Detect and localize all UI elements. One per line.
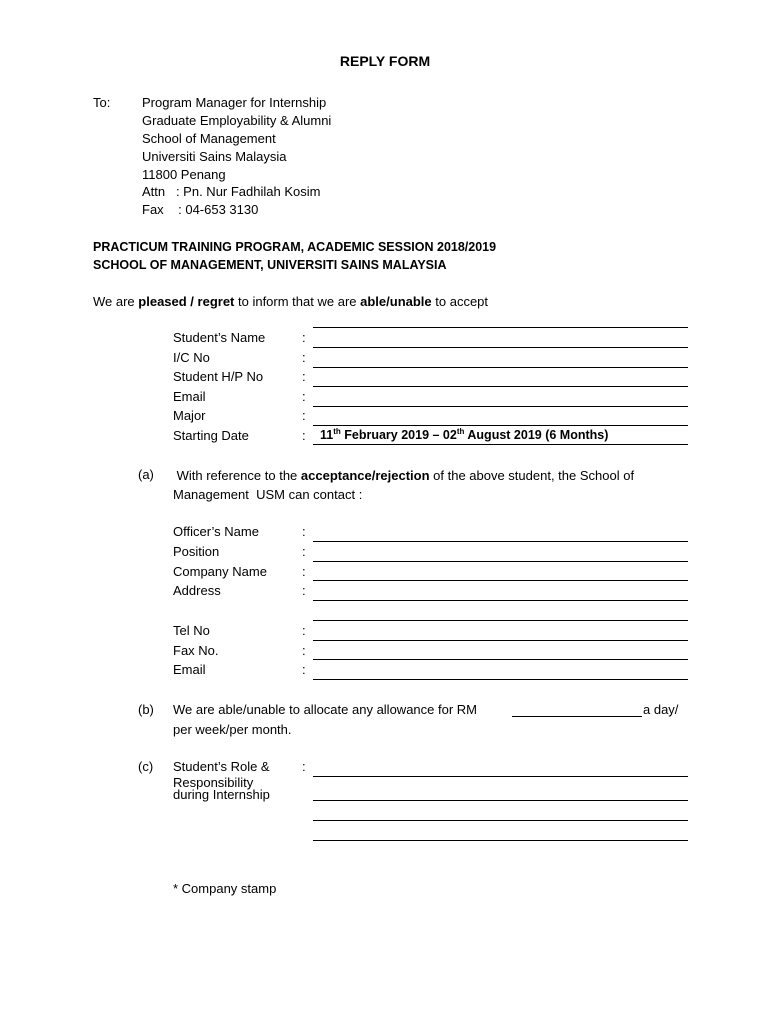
field-colon: : [302,350,306,365]
intro-text: We are [93,294,139,309]
field-colon: : [302,330,306,345]
role-field[interactable] [313,776,688,777]
starting-date-underline [313,444,688,445]
section-a-text-part: of the above student, the School of [429,468,635,483]
field-colon: : [302,564,306,579]
field-label-officer-email: Email [173,662,206,677]
officer-name-field[interactable] [313,541,688,542]
field-label-starting-date: Starting Date [173,428,249,443]
field-label-hp-no: Student H/P No [173,369,264,384]
to-label: To: [93,95,111,110]
field-colon: : [302,544,306,559]
hp-no-field[interactable] [313,386,688,387]
address-field[interactable] [313,600,688,601]
field-label-tel-no: Tel No [173,623,210,638]
company-name-field[interactable] [313,580,688,581]
date-suffix: th [333,426,341,436]
date-part: February 2019 – 02 [340,428,457,442]
date-part: August 2019 (6 Months) [464,428,609,442]
address-line: School of Management [142,131,276,146]
fax-no-field[interactable] [313,659,688,660]
tel-no-field[interactable] [313,640,688,641]
ic-no-field[interactable] [313,367,688,368]
field-colon: : [302,583,306,598]
field-label-fax-no: Fax No. [173,643,219,658]
field-label-ic-no: I/C No [173,350,210,365]
field-colon: : [302,759,306,774]
address-field-line2[interactable] [313,620,688,621]
field-colon: : [302,524,306,539]
program-heading: PRACTICUM TRAINING PROGRAM, ACADEMIC SESSION 2018/2019 [93,240,497,254]
address-line: Graduate Employability & Alumni [142,113,332,128]
address-line: Fax : 04-653 3130 [142,202,259,217]
field-label-address: Address [173,583,221,598]
date-suffix: th [456,426,465,436]
officer-email-field[interactable] [313,679,688,680]
address-line: Universiti Sains Malaysia [142,149,287,164]
section-a-marker: (a) [138,467,154,482]
role-label: during Internship [173,787,270,802]
section-c-marker: (c) [138,759,154,774]
role-label: Student’s Role & [173,759,270,774]
field-label-company-name: Company Name [173,564,267,579]
top-rule [313,327,688,328]
intro-sentence [93,294,488,309]
section-a-text-part: With reference to the [173,468,301,483]
section-b-marker: (b) [138,702,154,717]
address-line: Program Manager for Internship [142,95,327,110]
date-part: 11 [320,428,334,442]
program-heading: SCHOOL OF MANAGEMENT, UNIVERSITI SAINS MALAYSIA [93,258,447,272]
section-b-text-line2: per week/per month. [173,722,292,737]
student-name-field[interactable] [313,347,688,348]
field-label-position: Position [173,544,220,559]
section-b-text-suffix: a day/ [643,702,679,717]
field-label-major: Major [173,408,206,423]
field-colon: : [302,408,306,423]
form-title: REPLY FORM [339,53,431,69]
field-colon: : [302,428,306,443]
major-field[interactable] [313,425,688,426]
role-label: Responsibility [173,775,254,790]
address-line: Attn : Pn. Nur Fadhilah Kosim [142,184,321,199]
intro-option-pleased-regret: pleased / regret [138,294,235,309]
student-email-field[interactable] [313,406,688,407]
section-b-text: We are able/unable to allocate any allowance for RM [173,702,481,717]
section-a-text [173,468,634,483]
allowance-amount-field[interactable] [512,716,642,717]
position-field[interactable] [313,561,688,562]
intro-text: to inform that we are [234,294,361,309]
intro-text: to accept [431,294,489,309]
field-colon: : [302,643,306,658]
section-a-option: acceptance/rejection [300,468,430,483]
address-line: 11800 Penang [142,167,226,182]
starting-date-value [320,428,608,442]
company-stamp-note: * Company stamp [173,881,277,896]
section-a-text-line2: Management USM can contact : [173,487,363,502]
role-field-line2[interactable] [313,800,688,801]
field-label-email: Email [173,389,206,404]
field-label-student-name: Student’s Name [173,330,266,345]
field-colon: : [302,623,306,638]
field-colon: : [302,662,306,677]
role-field-line4[interactable] [313,840,688,841]
field-colon: : [302,389,306,404]
field-colon: : [302,369,306,384]
field-label-officer-name: Officer’s Name [173,524,259,539]
role-field-line3[interactable] [313,820,688,821]
intro-option-able-unable: able/unable [360,294,432,309]
